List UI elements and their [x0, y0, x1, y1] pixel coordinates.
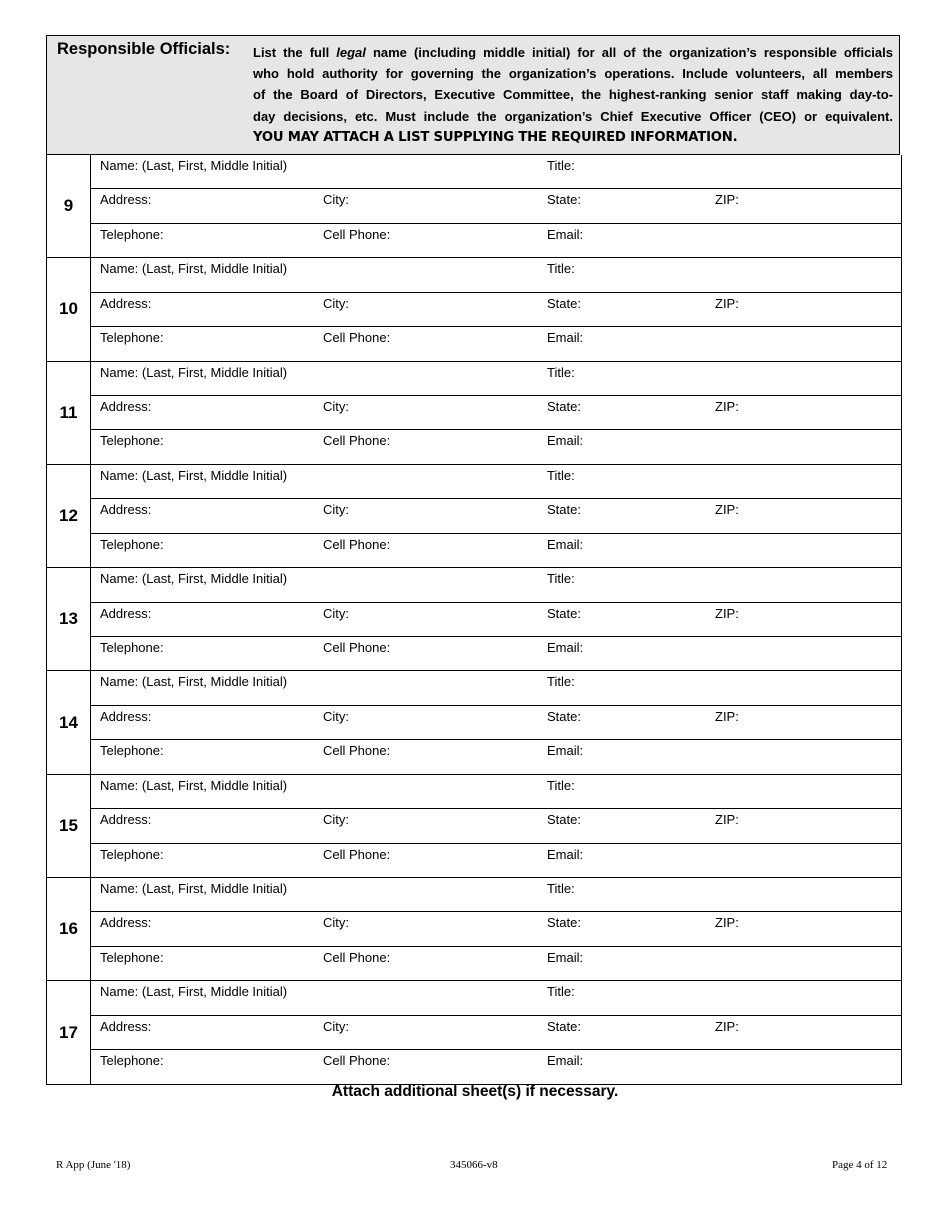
state-field-label: State: — [547, 812, 581, 828]
telephone-field-label: Telephone: — [100, 536, 164, 552]
address-field-label: Address: — [100, 295, 152, 311]
contact-row[interactable] — [91, 637, 901, 671]
address-field-label: Address: — [100, 502, 152, 518]
name-row[interactable] — [91, 775, 901, 809]
cell-phone-field-label: Cell Phone: — [323, 639, 391, 655]
city-field-label: City: — [323, 1018, 349, 1034]
state-field-label: State: — [547, 295, 581, 311]
official-entry — [46, 155, 902, 258]
contact-row[interactable] — [91, 947, 901, 981]
instructions-line-1: List the full legal name (including middle initial) for all of the organization’s responsible officials — [253, 45, 893, 60]
entry-number: 15 — [47, 775, 91, 877]
state-field-label: State: — [547, 915, 581, 931]
entry-fields — [91, 568, 901, 670]
contact-row[interactable] — [91, 534, 901, 568]
entry-fields — [91, 155, 901, 257]
address-row[interactable] — [91, 809, 901, 843]
telephone-field-label: Telephone: — [100, 226, 164, 242]
address-field-label: Address: — [100, 708, 152, 724]
entry-number: 10 — [47, 258, 91, 360]
contact-row[interactable] — [91, 740, 901, 774]
cell-phone-field-label: Cell Phone: — [323, 743, 391, 759]
section-title: Responsible Officials: — [57, 40, 231, 58]
responsible-officials-header — [46, 35, 900, 155]
contact-row[interactable] — [91, 844, 901, 878]
telephone-field-label: Telephone: — [100, 330, 164, 346]
address-field-label: Address: — [100, 915, 152, 931]
city-field-label: City: — [323, 605, 349, 621]
name-row[interactable] — [91, 258, 901, 292]
address-row[interactable] — [91, 603, 901, 637]
footer-page-number: Page 4 of 12 — [832, 1159, 888, 1171]
entry-number: 13 — [47, 568, 91, 670]
official-entry — [46, 981, 902, 1084]
name-field-label: Name: (Last, First, Middle Initial) — [100, 158, 288, 173]
telephone-field-label: Telephone: — [100, 743, 164, 759]
zip-field-label: ZIP: — [715, 398, 739, 414]
title-field-label: Title: — [547, 364, 575, 380]
address-field-label: Address: — [100, 605, 152, 621]
name-field-label: Name: (Last, First, Middle Initial) — [100, 364, 288, 380]
zip-field-label: ZIP: — [715, 1018, 739, 1034]
title-field-label: Title: — [547, 158, 575, 173]
address-row[interactable] — [91, 499, 901, 533]
footer-document-id: 345066-v8 — [450, 1159, 498, 1171]
state-field-label: State: — [547, 398, 581, 414]
entry-number: 14 — [47, 671, 91, 773]
name-row[interactable] — [91, 878, 901, 912]
title-field-label: Title: — [547, 674, 575, 690]
city-field-label: City: — [323, 915, 349, 931]
address-row[interactable] — [91, 189, 901, 223]
state-field-label: State: — [547, 192, 581, 208]
title-field-label: Title: — [547, 881, 575, 897]
footer-form-version: R App (June '18) — [56, 1159, 131, 1171]
address-field-label: Address: — [100, 398, 152, 414]
zip-field-label: ZIP: — [715, 708, 739, 724]
email-field-label: Email: — [547, 433, 584, 449]
name-field-label: Name: (Last, First, Middle Initial) — [100, 261, 288, 277]
email-field-label: Email: — [547, 226, 584, 242]
instructions-attach-list: YOU MAY ATTACH A LIST SUPPLYING THE REQUIRED INFORMATION. — [253, 129, 738, 145]
contact-row[interactable] — [91, 224, 901, 258]
entry-fields — [91, 362, 901, 464]
address-row[interactable] — [91, 706, 901, 740]
zip-field-label: ZIP: — [715, 295, 739, 311]
name-field-label: Name: (Last, First, Middle Initial) — [100, 467, 288, 483]
state-field-label: State: — [547, 502, 581, 518]
telephone-field-label: Telephone: — [100, 949, 164, 965]
email-field-label: Email: — [547, 1053, 584, 1069]
title-field-label: Title: — [547, 467, 575, 483]
telephone-field-label: Telephone: — [100, 433, 164, 449]
official-entry — [46, 465, 902, 568]
address-field-label: Address: — [100, 192, 152, 208]
entry-number: 17 — [47, 981, 91, 1083]
entry-number: 9 — [47, 155, 91, 257]
city-field-label: City: — [323, 502, 349, 518]
cell-phone-field-label: Cell Phone: — [323, 433, 391, 449]
email-field-label: Email: — [547, 846, 584, 862]
entry-fields — [91, 981, 901, 1083]
entry-number: 16 — [47, 878, 91, 980]
city-field-label: City: — [323, 708, 349, 724]
address-row[interactable] — [91, 396, 901, 430]
title-field-label: Title: — [547, 984, 575, 1000]
contact-row[interactable] — [91, 327, 901, 361]
state-field-label: State: — [547, 605, 581, 621]
name-row[interactable] — [91, 568, 901, 602]
zip-field-label: ZIP: — [715, 915, 739, 931]
name-row[interactable] — [91, 981, 901, 1015]
entry-number: 11 — [47, 362, 91, 464]
name-field-label: Name: (Last, First, Middle Initial) — [100, 984, 288, 1000]
address-row[interactable] — [91, 912, 901, 946]
email-field-label: Email: — [547, 330, 584, 346]
cell-phone-field-label: Cell Phone: — [323, 330, 391, 346]
state-field-label: State: — [547, 1018, 581, 1034]
city-field-label: City: — [323, 398, 349, 414]
name-row[interactable] — [91, 671, 901, 705]
entry-fields — [91, 671, 901, 773]
title-field-label: Title: — [547, 261, 575, 277]
name-field-label: Name: (Last, First, Middle Initial) — [100, 674, 288, 690]
official-entry — [46, 671, 902, 774]
official-entry — [46, 258, 902, 361]
instructions-line-2: who hold authority for governing the organization’s operations. Include volunteers, all members — [253, 66, 893, 82]
email-field-label: Email: — [547, 743, 584, 759]
cell-phone-field-label: Cell Phone: — [323, 846, 391, 862]
zip-field-label: ZIP: — [715, 502, 739, 518]
city-field-label: City: — [323, 295, 349, 311]
title-field-label: Title: — [547, 777, 575, 793]
telephone-field-label: Telephone: — [100, 846, 164, 862]
attach-note: Attach additional sheet(s) if necessary. — [331, 1083, 619, 1100]
entry-fields — [91, 775, 901, 877]
legal-emphasis: legal — [336, 45, 366, 60]
instructions-line-3: of the Board of Directors, Executive Committee, the highest-ranking senior staff making day-to- — [253, 87, 893, 103]
name-field-label: Name: (Last, First, Middle Initial) — [100, 881, 288, 897]
name-field-label: Name: (Last, First, Middle Initial) — [100, 777, 288, 793]
zip-field-label: ZIP: — [715, 605, 739, 621]
title-field-label: Title: — [547, 571, 575, 587]
entry-fields — [91, 258, 901, 360]
cell-phone-field-label: Cell Phone: — [323, 949, 391, 965]
official-entry — [46, 568, 902, 671]
email-field-label: Email: — [547, 639, 584, 655]
state-field-label: State: — [547, 708, 581, 724]
official-entry — [46, 362, 902, 465]
official-entry — [46, 775, 902, 878]
contact-row[interactable] — [91, 430, 901, 464]
official-entry — [46, 878, 902, 981]
cell-phone-field-label: Cell Phone: — [323, 1053, 391, 1069]
cell-phone-field-label: Cell Phone: — [323, 226, 391, 242]
instructions-line-4: day decisions, etc. Must include the organization’s Chief Executive Officer (CEO) or equivalent. — [253, 108, 893, 124]
name-row[interactable] — [91, 465, 901, 499]
city-field-label: City: — [323, 812, 349, 828]
address-row[interactable] — [91, 1016, 901, 1050]
telephone-field-label: Telephone: — [100, 1053, 164, 1069]
telephone-field-label: Telephone: — [100, 639, 164, 655]
email-field-label: Email: — [547, 536, 584, 552]
name-row[interactable] — [91, 155, 901, 189]
address-row[interactable] — [91, 293, 901, 327]
address-field-label: Address: — [100, 1018, 152, 1034]
email-field-label: Email: — [547, 949, 584, 965]
name-field-label: Name: (Last, First, Middle Initial) — [100, 571, 288, 587]
officials-table — [46, 155, 902, 1085]
name-row[interactable] — [91, 362, 901, 396]
zip-field-label: ZIP: — [715, 812, 739, 828]
contact-row[interactable] — [91, 1050, 901, 1084]
entry-fields — [91, 465, 901, 567]
entry-number: 12 — [47, 465, 91, 567]
city-field-label: City: — [323, 192, 349, 208]
zip-field-label: ZIP: — [715, 192, 739, 208]
address-field-label: Address: — [100, 812, 152, 828]
entry-fields — [91, 878, 901, 980]
instructions — [253, 42, 893, 148]
cell-phone-field-label: Cell Phone: — [323, 536, 391, 552]
